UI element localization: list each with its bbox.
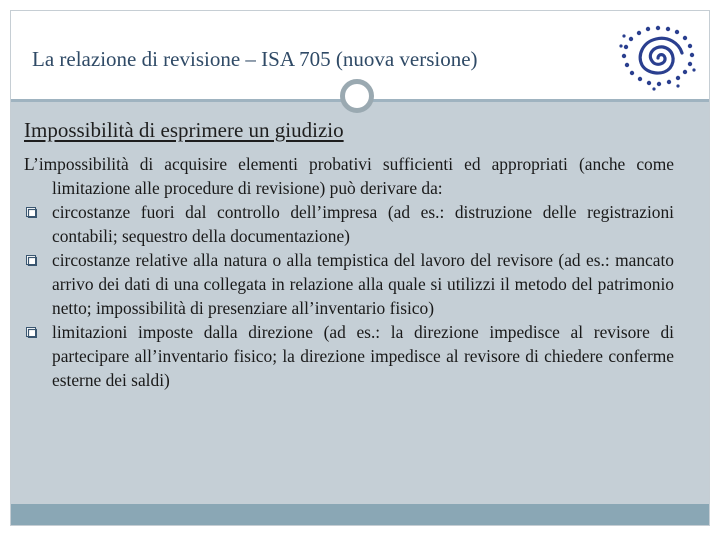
bullet-item [24, 320, 674, 392]
bullet-item [24, 200, 674, 248]
bullet-text: circostanze relative alla natura o alla tempistica del lavoro del revisore (ad es.: mancato arrivo dei dati di una collegata in relazione alla quale si utilizzi il metodo del patrimonio netto; impossibilità di presenziare all’inventario fisico) [52, 250, 674, 318]
ring-ornament-icon [340, 79, 374, 113]
bullet-item [24, 248, 674, 320]
footer-bar [11, 504, 709, 525]
intro-paragraph: L’impossibilità di acquisire elementi probativi sufficienti ed appropriati (anche come limitazione alle procedure di revisione) può derivare da: [24, 154, 674, 198]
body-text [24, 152, 674, 392]
spiral-logo-icon [618, 22, 698, 92]
checkbox-bullet-icon [26, 327, 37, 338]
checkbox-bullet-icon [26, 255, 37, 266]
bullet-text: circostanze fuori dal controllo dell’impresa (ad es.: distruzione delle registrazioni contabili; sequestro della documentazione) [52, 202, 674, 246]
section-heading: Impossibilità di esprimere un giudizio [24, 118, 344, 142]
slide-title: La relazione di revisione – ISA 705 (nuova versione) [32, 47, 478, 71]
bullet-text: limitazioni imposte dalla direzione (ad es.: la direzione impedisce al revisore di partecipare all’inventario fisico; la direzione impedisce al revisore di chiedere conferme esterne dei saldi) [52, 322, 674, 390]
checkbox-bullet-icon [26, 207, 37, 218]
